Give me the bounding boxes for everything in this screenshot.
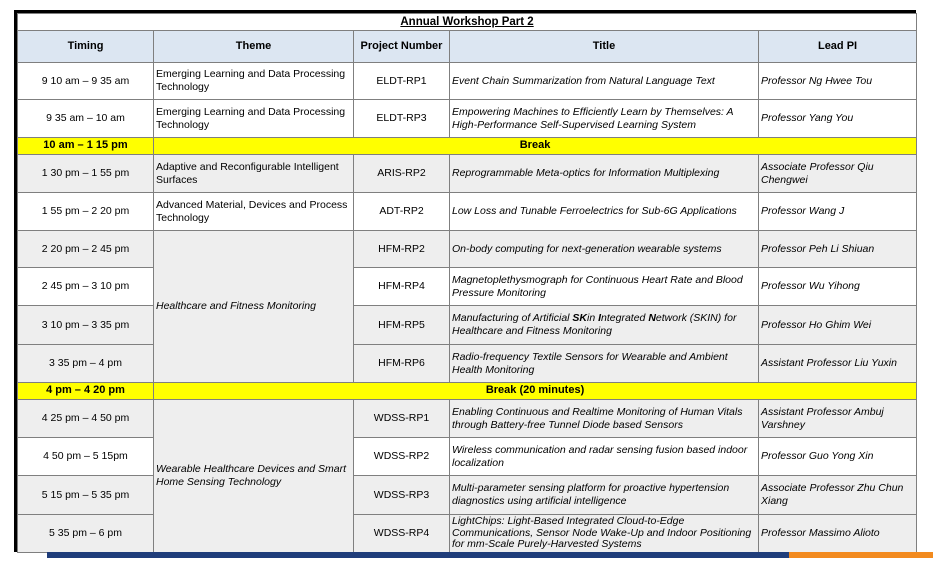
header-project-number: Project Number: [354, 31, 450, 63]
table-row: [18, 155, 917, 193]
theme-cell-healthcare-fitness: Healthcare and Fitness Monitoring: [154, 231, 354, 383]
header-title: Title: [450, 31, 759, 63]
title-part: Manufacturing of Artificial: [452, 312, 573, 325]
project-number-cell: WDSS-RP2: [354, 438, 450, 476]
project-number-cell: HFM-RP5: [354, 306, 450, 345]
timing-cell: 9 35 am – 10 am: [18, 100, 154, 138]
theme-cell: Advanced Material, Devices and Process Technology: [154, 193, 354, 231]
title-cell: [450, 306, 759, 345]
title-cell: Low Loss and Tunable Ferroelectrics for Sub-6G Applications: [450, 193, 759, 231]
project-number-cell: WDSS-RP4: [354, 515, 450, 553]
footer-bar-blue: [47, 552, 789, 558]
table-row: [18, 515, 917, 553]
table-row: [18, 193, 917, 231]
timing-cell: 5 15 pm – 5 35 pm: [18, 476, 154, 515]
theme-cell-wearable-smart-home: Wearable Healthcare Devices and Smart Home Sensing Technology: [154, 400, 354, 553]
title-part: in: [587, 312, 599, 325]
table-row: [18, 400, 917, 438]
break-time: 4 pm – 4 20 pm: [18, 383, 154, 400]
lead-pi-cell: Associate Professor Qiu Chengwei: [759, 155, 917, 193]
lead-pi-cell: Professor Ng Hwee Tou: [759, 63, 917, 100]
table-row: [18, 345, 917, 383]
schedule-table: [17, 13, 917, 553]
timing-cell: 4 50 pm – 5 15pm: [18, 438, 154, 476]
timing-cell: 4 25 pm – 4 50 pm: [18, 400, 154, 438]
title-part: etwork (SKIN) for Healthcare and Fitness Monitoring: [452, 312, 737, 338]
project-number-cell: HFM-RP6: [354, 345, 450, 383]
page-title: Annual Workshop Part 2: [18, 14, 917, 31]
project-number-cell: ARIS-RP2: [354, 155, 450, 193]
lead-pi-cell: Associate Professor Zhu Chun Xiang: [759, 476, 917, 515]
table-row: [18, 100, 917, 138]
lead-pi-cell: Professor Peh Li Shiuan: [759, 231, 917, 268]
lead-pi-cell: Professor Wu Yihong: [759, 268, 917, 306]
header-timing: Timing: [18, 31, 154, 63]
lead-pi-cell: Assistant Professor Ambuj Varshney: [759, 400, 917, 438]
title-part: SK: [572, 312, 588, 325]
timing-cell: 1 30 pm – 1 55 pm: [18, 155, 154, 193]
project-number-cell: HFM-RP2: [354, 231, 450, 268]
project-number-cell: ELDT-RP1: [354, 63, 450, 100]
theme-cell: Emerging Learning and Data Processing Technology: [154, 63, 354, 100]
schedule-frame: [14, 10, 916, 552]
timing-cell: 1 55 pm – 2 20 pm: [18, 193, 154, 231]
title-cell: Reprogrammable Meta-optics for Information Multiplexing: [450, 155, 759, 193]
title-cell: Empowering Machines to Efficiently Learn by Themselves: A High-Performance Self-Supervised Learning System: [450, 100, 759, 138]
break-label: Break: [154, 138, 917, 155]
header-lead-pi: Lead PI: [759, 31, 917, 63]
footer-bar-orange: [789, 552, 933, 558]
lead-pi-cell: Professor Guo Yong Xin: [759, 438, 917, 476]
lead-pi-cell: Professor Yang You: [759, 100, 917, 138]
table-row: [18, 438, 917, 476]
break-row: [18, 138, 917, 155]
header-theme: Theme: [154, 31, 354, 63]
project-number-cell: ADT-RP2: [354, 193, 450, 231]
timing-cell: 9 10 am – 9 35 am: [18, 63, 154, 100]
timing-cell: 3 10 pm – 3 35 pm: [18, 306, 154, 345]
title-cell: Radio-frequency Textile Sensors for Wearable and Ambient Health Monitoring: [450, 345, 759, 383]
title-cell: Enabling Continuous and Realtime Monitoring of Human Vitals through Battery-free Tunnel Diode based Sensors: [450, 400, 759, 438]
project-number-cell: WDSS-RP1: [354, 400, 450, 438]
lead-pi-cell: Professor Wang J: [759, 193, 917, 231]
timing-cell: 3 35 pm – 4 pm: [18, 345, 154, 383]
header-row: [18, 31, 917, 63]
project-number-cell: WDSS-RP3: [354, 476, 450, 515]
theme-cell: Emerging Learning and Data Processing Technology: [154, 100, 354, 138]
title-cell: Wireless communication and radar sensing fusion based indoor localization: [450, 438, 759, 476]
table-row: [18, 476, 917, 515]
theme-cell: Adaptive and Reconfigurable Intelligent Surfaces: [154, 155, 354, 193]
title-part: I: [598, 312, 602, 325]
project-number-cell: ELDT-RP3: [354, 100, 450, 138]
title-cell: Multi-parameter sensing platform for proactive hypertension diagnostics using artificial intelligence: [450, 476, 759, 515]
break-label: Break (20 minutes): [154, 383, 917, 400]
title-cell: LightChips: Light-Based Integrated Cloud-to-Edge Communications, Sensor Node Wake-Up and Indoor Positioning for mm-Scale Purely-Harvested Systems: [450, 515, 759, 553]
break-time: 10 am – 1 15 pm: [18, 138, 154, 155]
title-cell: On-body computing for next-generation wearable systems: [450, 231, 759, 268]
table-row: [18, 306, 917, 345]
title-part: ntegrated: [601, 312, 649, 325]
title-cell: Magnetoplethysmograph for Continuous Heart Rate and Blood Pressure Monitoring: [450, 268, 759, 306]
lead-pi-cell: Professor Ho Ghim Wei: [759, 306, 917, 345]
table-row: [18, 268, 917, 306]
lead-pi-cell: Professor Massimo Alioto: [759, 515, 917, 553]
lead-pi-cell: Assistant Professor Liu Yuxin: [759, 345, 917, 383]
project-number-cell: HFM-RP4: [354, 268, 450, 306]
table-title-row: [18, 14, 917, 31]
title-cell: Event Chain Summarization from Natural Language Text: [450, 63, 759, 100]
timing-cell: 2 20 pm – 2 45 pm: [18, 231, 154, 268]
break-row: [18, 383, 917, 400]
title-part: N: [648, 312, 656, 325]
timing-cell: 5 35 pm – 6 pm: [18, 515, 154, 553]
timing-cell: 2 45 pm – 3 10 pm: [18, 268, 154, 306]
table-row: [18, 63, 917, 100]
table-row: [18, 231, 917, 268]
